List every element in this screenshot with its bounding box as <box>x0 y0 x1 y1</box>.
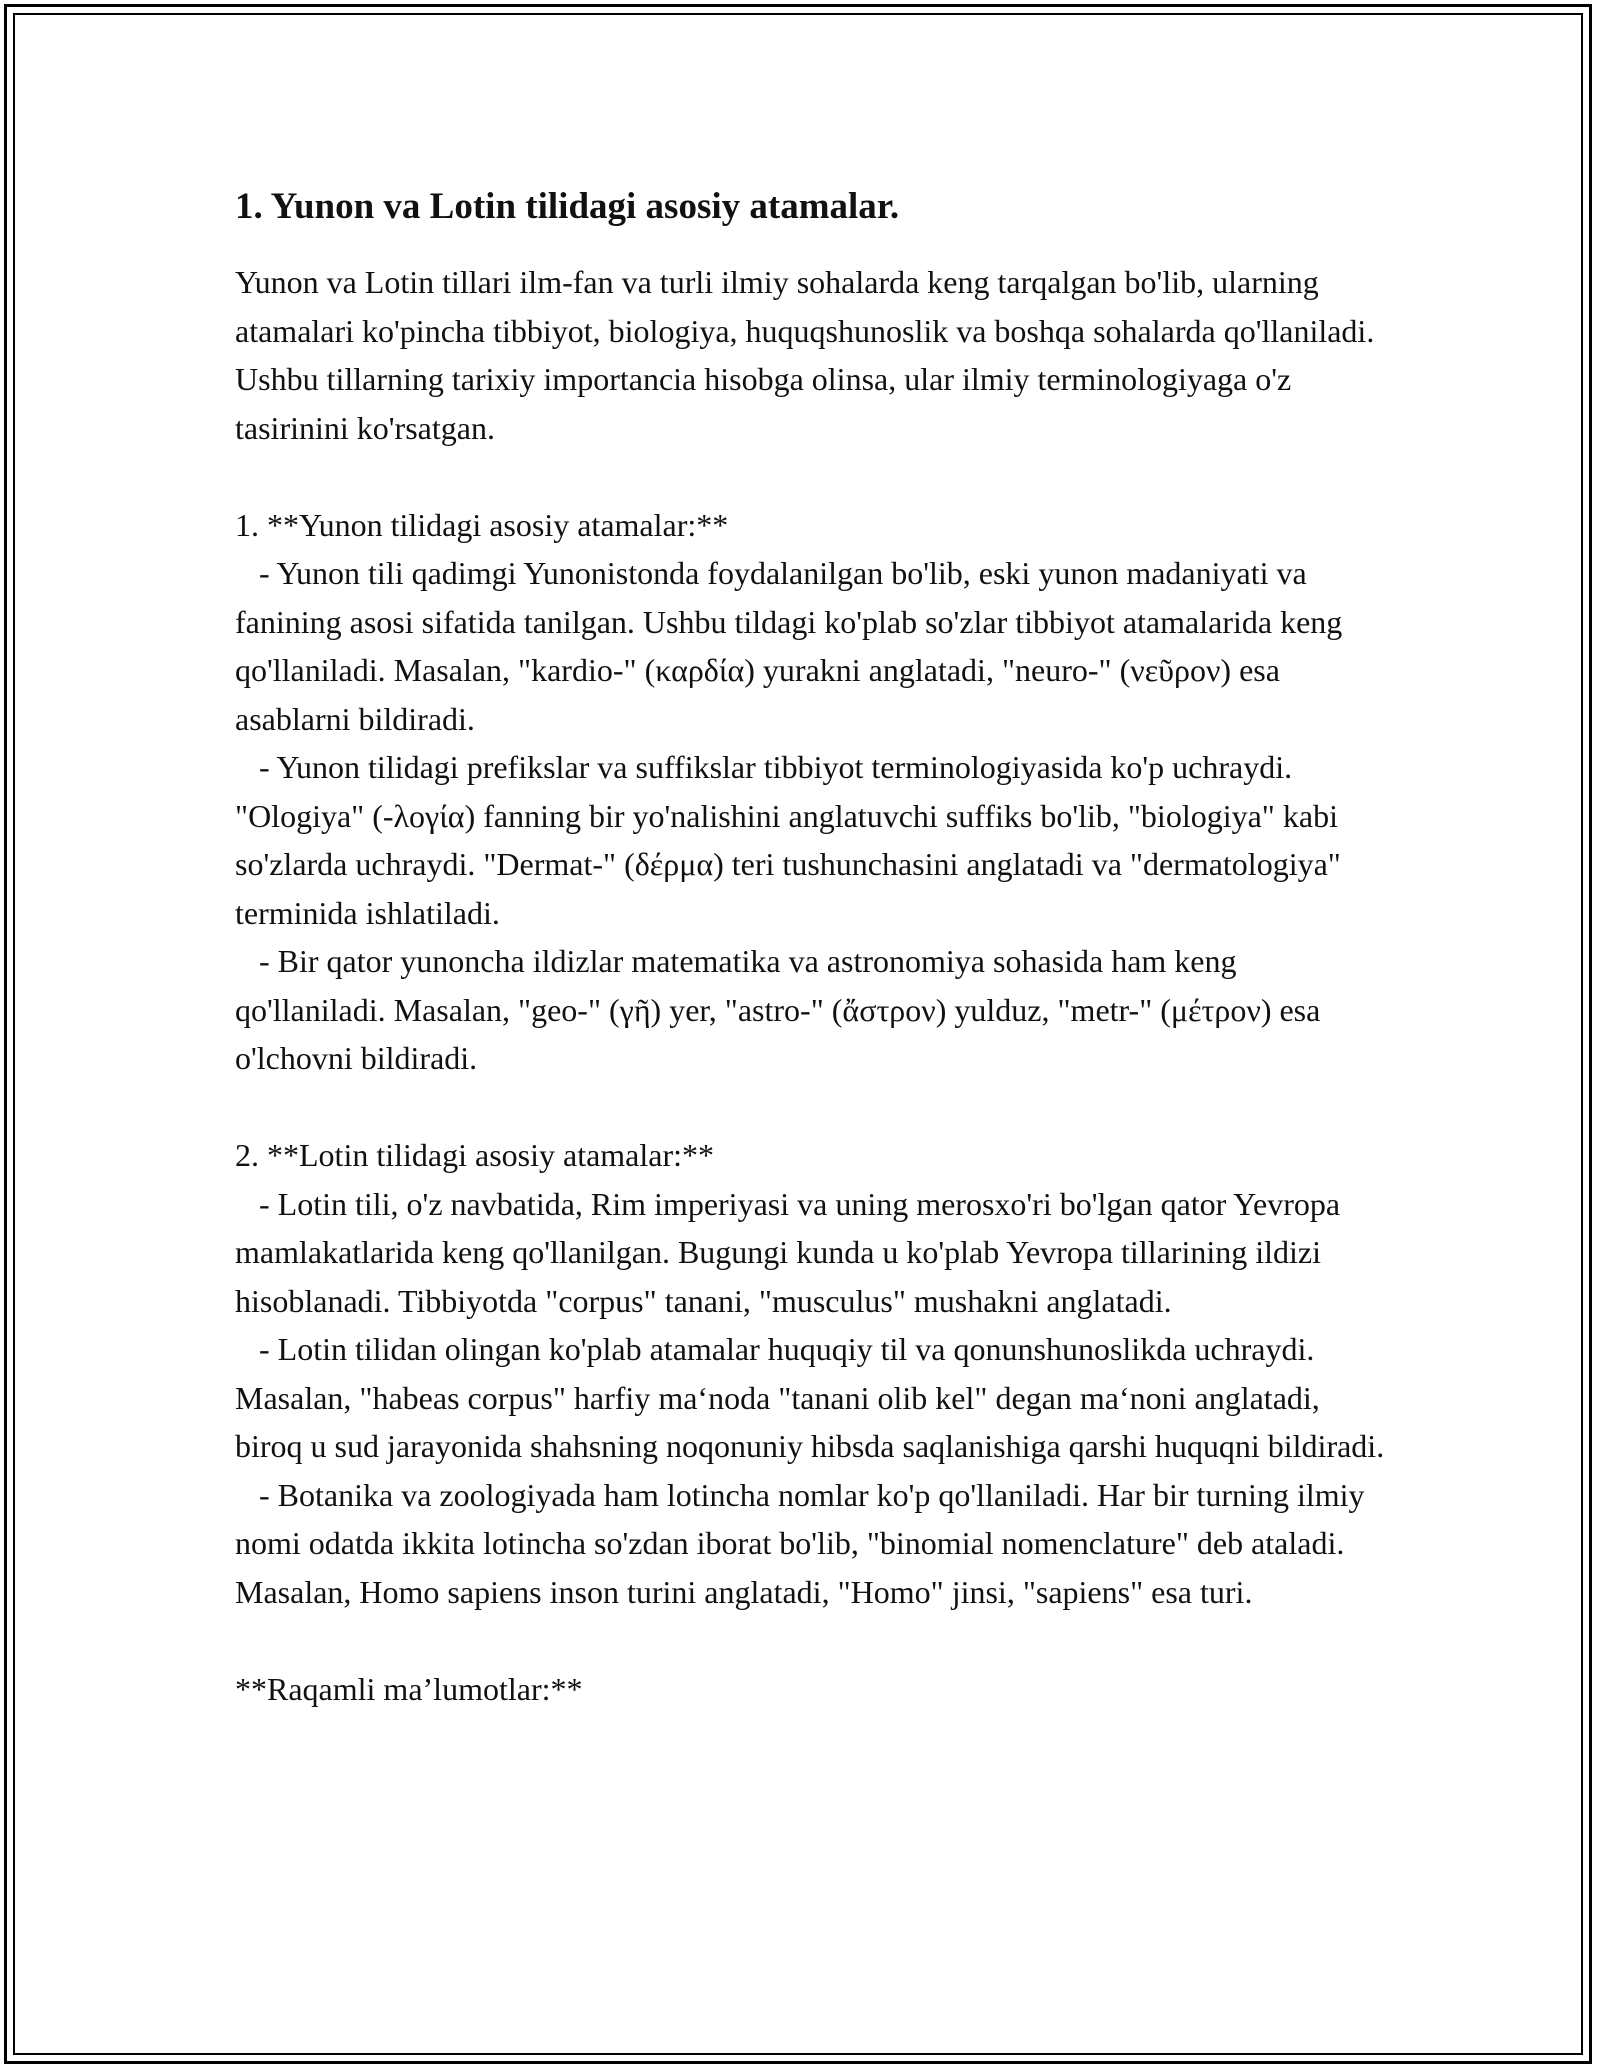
section-2-item: - Botanika va zoologiyada ham lotincha nomlar ko'p qo'llaniladi. Har bir turning ilmiy nomi odatda ikkita lotincha so'zdan iborat bo'lib, "binomial nomenclature" deb ataladi. Masalan, Homo sapiens inson turini anglatadi, "Homo" jinsi, "sapiens" esa turi. <box>235 1476 1373 1610</box>
closing-heading: **Raqamli ma’lumotlar:** <box>235 1670 583 1707</box>
section-1-item: - Yunon tili qadimgi Yunonistonda foydalanilgan bo'lib, eski yunon madaniyati va fanining asosi sifatida tanilgan. Ushbu tildagi ko'plab so'zlar tibbiyot atamalarida keng qo'llaniladi. Masalan, "kardio-" (καρδία) yurakni anglatadi, "neuro-" (νεῦρον) esa asablarni bildiradi. <box>235 555 1351 737</box>
spacer <box>235 1083 1385 1132</box>
section-1-heading: 1. **Yunon tilidagi asosiy atamalar:** <box>235 506 729 543</box>
intro-paragraph: Yunon va Lotin tillari ilm-fan va turli ilmiy sohalarda keng tarqalgan bo'lib, ularning atamalari ko'pincha tibbiyot, biologiya, huquqshunoslik va boshqa sohalarda qo'llaniladi. Ushbu tillarning tarixiy importancia hisobga olinsa, ular ilmiy terminologiyaga o'z tasirinini ko'rsatgan. <box>235 264 1383 446</box>
document-title: 1. Yunon va Lotin tilidagi asosiy atamalar. <box>235 186 900 227</box>
spacer <box>235 1616 1385 1665</box>
document-body <box>235 182 1385 1713</box>
section-1-item: - Bir qator yunoncha ildizlar matematika va astronomiya sohasida ham keng qo'llaniladi. Masalan, "geo-" (γῆ) yer, "astro-" (ἄστρον) yulduz, "metr-" (μέτρον) esa o'lchovni bildiradi. <box>235 943 1329 1076</box>
section-2-item: - Lotin tili, o'z navbatida, Rim imperiyasi va uning merosxo'ri bo'lgan qator Yevropa mamlakatlarida keng qo'llanilgan. Bugungi kunda u ko'plab Yevropa tillarining ildizi hisoblanadi. Tibbiyotda "corpus" tanani, "musculus" mushakni anglatadi. <box>235 1185 1349 1319</box>
section-2-item: - Lotin tilidan olingan ko'plab atamalar huquqiy til va qonunshunoslikda uchraydi. Masalan, "habeas corpus" harfiy maʻnoda "tanani olib kel" degan maʻnoni anglatadi, biroq u sud jarayonida shahsning noqonuniy hibsda saqlanishiga qarshi huquqni bildiradi. <box>235 1331 1385 1464</box>
spacer <box>235 452 1385 501</box>
section-2-heading: 2. **Lotin tilidagi asosiy atamalar:** <box>235 1137 715 1173</box>
section-1-item: - Yunon tilidagi prefikslar va suffikslar tibbiyot terminologiyasida ko'p uchraydi. "Ologiya" (-λογία) fanning bir yo'nalishini anglatuvchi suffiks bo'lib, "biologiya" kabi so'zlarda uchraydi. "Dermat-" (δέρμα) teri tushunchasini anglatadi va "dermatologiya" terminida ishlatiladi. <box>235 749 1349 931</box>
